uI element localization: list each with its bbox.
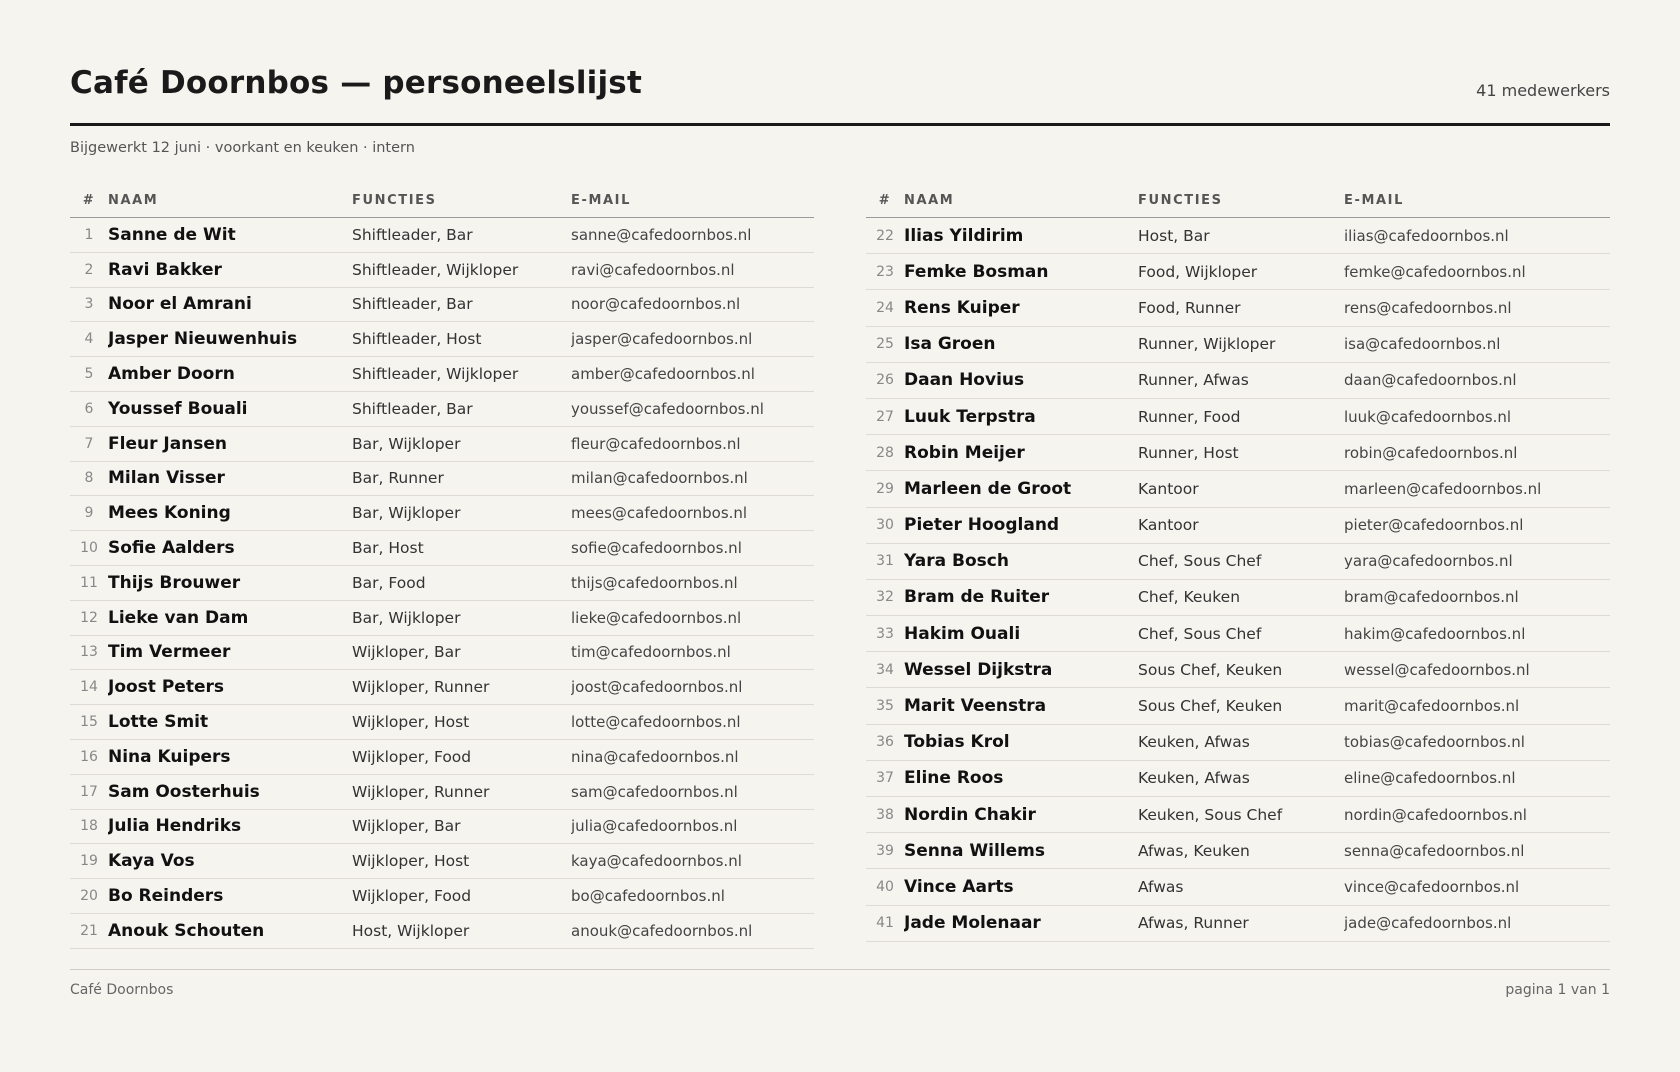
staff-functions: Wijkloper, Bar	[352, 635, 571, 670]
staff-email: julia@cafedoornbos.nl	[571, 809, 814, 844]
staff-functions: Bar, Host	[352, 531, 571, 566]
staff-columns	[70, 184, 1610, 949]
staff-functions: Wijkloper, Host	[352, 705, 571, 740]
staff-email: jade@cafedoornbos.nl	[1344, 905, 1610, 941]
staff-functions: Food, Runner	[1138, 290, 1344, 326]
staff-functions: Bar, Wijkloper	[352, 496, 571, 531]
staff-column-right	[866, 184, 1610, 949]
row-number: 28	[866, 435, 904, 471]
staff-functions: Shiftleader, Wijkloper	[352, 252, 571, 287]
staff-functions: Afwas, Runner	[1138, 905, 1344, 941]
row-number: 36	[866, 724, 904, 760]
row-number: 38	[866, 797, 904, 833]
staff-name: Femke Bosman	[904, 254, 1138, 290]
table-row	[70, 879, 814, 914]
row-number: 1	[70, 218, 108, 253]
staff-email: pieter@cafedoornbos.nl	[1344, 507, 1610, 543]
staff-functions: Runner, Wijkloper	[1138, 326, 1344, 362]
table-row	[70, 600, 814, 635]
header-num: #	[866, 184, 904, 218]
staff-name: Daan Hovius	[904, 362, 1138, 398]
staff-email: thijs@cafedoornbos.nl	[571, 565, 814, 600]
staff-email: daan@cafedoornbos.nl	[1344, 362, 1610, 398]
table-header-row	[70, 184, 814, 218]
table-row	[866, 398, 1610, 434]
staff-name: Sofie Aalders	[108, 531, 352, 566]
staff-functions: Wijkloper, Bar	[352, 809, 571, 844]
table-row	[70, 461, 814, 496]
staff-name: Nina Kuipers	[108, 739, 352, 774]
staff-functions: Wijkloper, Food	[352, 739, 571, 774]
row-number: 20	[70, 879, 108, 914]
table-row	[70, 670, 814, 705]
staff-name: Jasper Nieuwenhuis	[108, 322, 352, 357]
staff-name: Pieter Hoogland	[904, 507, 1138, 543]
staff-functions: Runner, Afwas	[1138, 362, 1344, 398]
page-header	[70, 0, 1610, 126]
table-row	[866, 326, 1610, 362]
row-number: 14	[70, 670, 108, 705]
staff-functions: Host, Wijkloper	[352, 913, 571, 948]
staff-name: Ravi Bakker	[108, 252, 352, 287]
staff-name: Marit Veenstra	[904, 688, 1138, 724]
table-row	[866, 760, 1610, 796]
staff-functions: Shiftleader, Host	[352, 322, 571, 357]
staff-name: Eline Roos	[904, 760, 1138, 796]
staff-email: sanne@cafedoornbos.nl	[571, 218, 814, 253]
table-row	[70, 844, 814, 879]
staff-name: Jade Molenaar	[904, 905, 1138, 941]
table-row	[70, 391, 814, 426]
staff-email: senna@cafedoornbos.nl	[1344, 833, 1610, 869]
staff-email: femke@cafedoornbos.nl	[1344, 254, 1610, 290]
staff-name: Luuk Terpstra	[904, 398, 1138, 434]
staff-name: Marleen de Groot	[904, 471, 1138, 507]
footer-company: Café Doornbos	[70, 982, 174, 998]
table-row	[866, 362, 1610, 398]
table-row	[866, 905, 1610, 941]
staff-email: hakim@cafedoornbos.nl	[1344, 616, 1610, 652]
staff-functions: Host, Bar	[1138, 218, 1344, 254]
table-row	[70, 705, 814, 740]
staff-name: Mees Koning	[108, 496, 352, 531]
staff-name: Sanne de Wit	[108, 218, 352, 253]
staff-name: Joost Peters	[108, 670, 352, 705]
row-number: 35	[866, 688, 904, 724]
row-number: 26	[866, 362, 904, 398]
staff-email: tim@cafedoornbos.nl	[571, 635, 814, 670]
staff-email: sam@cafedoornbos.nl	[571, 774, 814, 809]
staff-name: Bram de Ruiter	[904, 579, 1138, 615]
table-row	[70, 739, 814, 774]
row-number: 12	[70, 600, 108, 635]
staff-name: Julia Hendriks	[108, 809, 352, 844]
table-row	[866, 290, 1610, 326]
staff-email: wessel@cafedoornbos.nl	[1344, 652, 1610, 688]
staff-functions: Runner, Host	[1138, 435, 1344, 471]
header-email: E-MAIL	[1344, 184, 1610, 218]
staff-functions: Chef, Sous Chef	[1138, 616, 1344, 652]
staff-email: kaya@cafedoornbos.nl	[571, 844, 814, 879]
row-number: 33	[866, 616, 904, 652]
staff-name: Fleur Jansen	[108, 426, 352, 461]
table-row	[70, 357, 814, 392]
staff-functions: Chef, Sous Chef	[1138, 543, 1344, 579]
table-row	[70, 426, 814, 461]
row-number: 19	[70, 844, 108, 879]
staff-functions: Keuken, Sous Chef	[1138, 797, 1344, 833]
page-title: Café Doornbos — personeelslijst	[70, 65, 642, 101]
row-number: 11	[70, 565, 108, 600]
table-row	[70, 809, 814, 844]
header-num: #	[70, 184, 108, 218]
staff-name: Youssef Bouali	[108, 391, 352, 426]
staff-email: vince@cafedoornbos.nl	[1344, 869, 1610, 905]
staff-functions: Bar, Wijkloper	[352, 600, 571, 635]
staff-email: bo@cafedoornbos.nl	[571, 879, 814, 914]
staff-email: jasper@cafedoornbos.nl	[571, 322, 814, 357]
row-number: 5	[70, 357, 108, 392]
table-row	[70, 252, 814, 287]
row-number: 8	[70, 461, 108, 496]
staff-functions: Shiftleader, Bar	[352, 391, 571, 426]
row-number: 29	[866, 471, 904, 507]
staff-email: nordin@cafedoornbos.nl	[1344, 797, 1610, 833]
row-number: 17	[70, 774, 108, 809]
table-row	[866, 507, 1610, 543]
page-footer	[70, 969, 1610, 998]
staff-name: Yara Bosch	[904, 543, 1138, 579]
staff-email: yara@cafedoornbos.nl	[1344, 543, 1610, 579]
staff-name: Wessel Dijkstra	[904, 652, 1138, 688]
staff-email: marit@cafedoornbos.nl	[1344, 688, 1610, 724]
table-row	[70, 774, 814, 809]
staff-functions: Chef, Keuken	[1138, 579, 1344, 615]
table-row	[70, 913, 814, 948]
page-subtitle: Bijgewerkt 12 juni · voorkant en keuken · intern	[70, 140, 415, 156]
staff-email: youssef@cafedoornbos.nl	[571, 391, 814, 426]
staff-functions: Shiftleader, Bar	[352, 287, 571, 322]
staff-email: ravi@cafedoornbos.nl	[571, 252, 814, 287]
row-number: 2	[70, 252, 108, 287]
staff-email: sofie@cafedoornbos.nl	[571, 531, 814, 566]
staff-email: joost@cafedoornbos.nl	[571, 670, 814, 705]
header-functions: FUNCTIES	[1138, 184, 1344, 218]
table-row	[866, 543, 1610, 579]
staff-email: luuk@cafedoornbos.nl	[1344, 398, 1610, 434]
table-row	[866, 435, 1610, 471]
staff-email: lotte@cafedoornbos.nl	[571, 705, 814, 740]
staff-functions: Shiftleader, Wijkloper	[352, 357, 571, 392]
staff-functions: Afwas	[1138, 869, 1344, 905]
row-number: 23	[866, 254, 904, 290]
row-number: 25	[866, 326, 904, 362]
staff-email: marleen@cafedoornbos.nl	[1344, 471, 1610, 507]
header-functions: FUNCTIES	[352, 184, 571, 218]
staff-functions: Sous Chef, Keuken	[1138, 688, 1344, 724]
table-row	[866, 254, 1610, 290]
row-number: 30	[866, 507, 904, 543]
header-name: NAAM	[904, 184, 1138, 218]
staff-email: rens@cafedoornbos.nl	[1344, 290, 1610, 326]
row-number: 40	[866, 869, 904, 905]
table-row	[866, 652, 1610, 688]
staff-name: Ilias Yildirim	[904, 218, 1138, 254]
staff-name: Kaya Vos	[108, 844, 352, 879]
staff-name: Milan Visser	[108, 461, 352, 496]
row-number: 41	[866, 905, 904, 941]
table-header-row	[866, 184, 1610, 218]
staff-name: Rens Kuiper	[904, 290, 1138, 326]
table-row	[866, 579, 1610, 615]
staff-email: tobias@cafedoornbos.nl	[1344, 724, 1610, 760]
staff-functions: Keuken, Afwas	[1138, 760, 1344, 796]
staff-column-left	[70, 184, 814, 949]
staff-email: amber@cafedoornbos.nl	[571, 357, 814, 392]
row-number: 21	[70, 913, 108, 948]
table-row	[70, 531, 814, 566]
staff-functions: Afwas, Keuken	[1138, 833, 1344, 869]
staff-functions: Wijkloper, Runner	[352, 670, 571, 705]
staff-email: mees@cafedoornbos.nl	[571, 496, 814, 531]
staff-functions: Food, Wijkloper	[1138, 254, 1344, 290]
staff-table-left	[70, 184, 814, 949]
row-number: 9	[70, 496, 108, 531]
header-email: E-MAIL	[571, 184, 814, 218]
table-row	[70, 322, 814, 357]
table-row	[866, 833, 1610, 869]
staff-count: 41 medewerkers	[1476, 81, 1610, 100]
staff-email: lieke@cafedoornbos.nl	[571, 600, 814, 635]
staff-email: eline@cafedoornbos.nl	[1344, 760, 1610, 796]
staff-functions: Kantoor	[1138, 471, 1344, 507]
row-number: 39	[866, 833, 904, 869]
staff-functions: Wijkloper, Host	[352, 844, 571, 879]
row-number: 24	[866, 290, 904, 326]
staff-functions: Sous Chef, Keuken	[1138, 652, 1344, 688]
staff-email: robin@cafedoornbos.nl	[1344, 435, 1610, 471]
staff-name: Thijs Brouwer	[108, 565, 352, 600]
table-row	[866, 471, 1610, 507]
row-number: 3	[70, 287, 108, 322]
staff-name: Isa Groen	[904, 326, 1138, 362]
header-name: NAAM	[108, 184, 352, 218]
staff-name: Robin Meijer	[904, 435, 1138, 471]
row-number: 27	[866, 398, 904, 434]
staff-functions: Wijkloper, Runner	[352, 774, 571, 809]
row-number: 13	[70, 635, 108, 670]
table-row	[866, 869, 1610, 905]
staff-name: Vince Aarts	[904, 869, 1138, 905]
footer-page-number: pagina 1 van 1	[1505, 982, 1610, 998]
staff-email: anouk@cafedoornbos.nl	[571, 913, 814, 948]
staff-table-right	[866, 184, 1610, 942]
staff-name: Noor el Amrani	[108, 287, 352, 322]
row-number: 22	[866, 218, 904, 254]
table-row	[70, 287, 814, 322]
row-number: 16	[70, 739, 108, 774]
staff-functions: Wijkloper, Food	[352, 879, 571, 914]
staff-functions: Keuken, Afwas	[1138, 724, 1344, 760]
row-number: 37	[866, 760, 904, 796]
staff-name: Lotte Smit	[108, 705, 352, 740]
table-row	[70, 565, 814, 600]
staff-email: bram@cafedoornbos.nl	[1344, 579, 1610, 615]
staff-name: Tobias Krol	[904, 724, 1138, 760]
staff-email: noor@cafedoornbos.nl	[571, 287, 814, 322]
staff-name: Bo Reinders	[108, 879, 352, 914]
staff-functions: Runner, Food	[1138, 398, 1344, 434]
staff-functions: Shiftleader, Bar	[352, 218, 571, 253]
staff-email: nina@cafedoornbos.nl	[571, 739, 814, 774]
row-number: 10	[70, 531, 108, 566]
row-number: 31	[866, 543, 904, 579]
staff-email: isa@cafedoornbos.nl	[1344, 326, 1610, 362]
row-number: 34	[866, 652, 904, 688]
table-row	[70, 635, 814, 670]
staff-name: Lieke van Dam	[108, 600, 352, 635]
row-number: 4	[70, 322, 108, 357]
row-number: 7	[70, 426, 108, 461]
table-row	[866, 616, 1610, 652]
table-row	[866, 688, 1610, 724]
staff-email: ilias@cafedoornbos.nl	[1344, 218, 1610, 254]
table-row	[866, 797, 1610, 833]
row-number: 18	[70, 809, 108, 844]
row-number: 32	[866, 579, 904, 615]
table-row	[866, 724, 1610, 760]
staff-name: Nordin Chakir	[904, 797, 1138, 833]
staff-name: Tim Vermeer	[108, 635, 352, 670]
row-number: 15	[70, 705, 108, 740]
staff-name: Sam Oosterhuis	[108, 774, 352, 809]
staff-functions: Kantoor	[1138, 507, 1344, 543]
staff-email: fleur@cafedoornbos.nl	[571, 426, 814, 461]
row-number: 6	[70, 391, 108, 426]
staff-functions: Bar, Wijkloper	[352, 426, 571, 461]
staff-functions: Bar, Runner	[352, 461, 571, 496]
staff-name: Hakim Ouali	[904, 616, 1138, 652]
table-row	[70, 496, 814, 531]
staff-email: milan@cafedoornbos.nl	[571, 461, 814, 496]
staff-name: Senna Willems	[904, 833, 1138, 869]
staff-name: Anouk Schouten	[108, 913, 352, 948]
staff-functions: Bar, Food	[352, 565, 571, 600]
staff-name: Amber Doorn	[108, 357, 352, 392]
table-row	[866, 218, 1610, 254]
table-row	[70, 218, 814, 253]
